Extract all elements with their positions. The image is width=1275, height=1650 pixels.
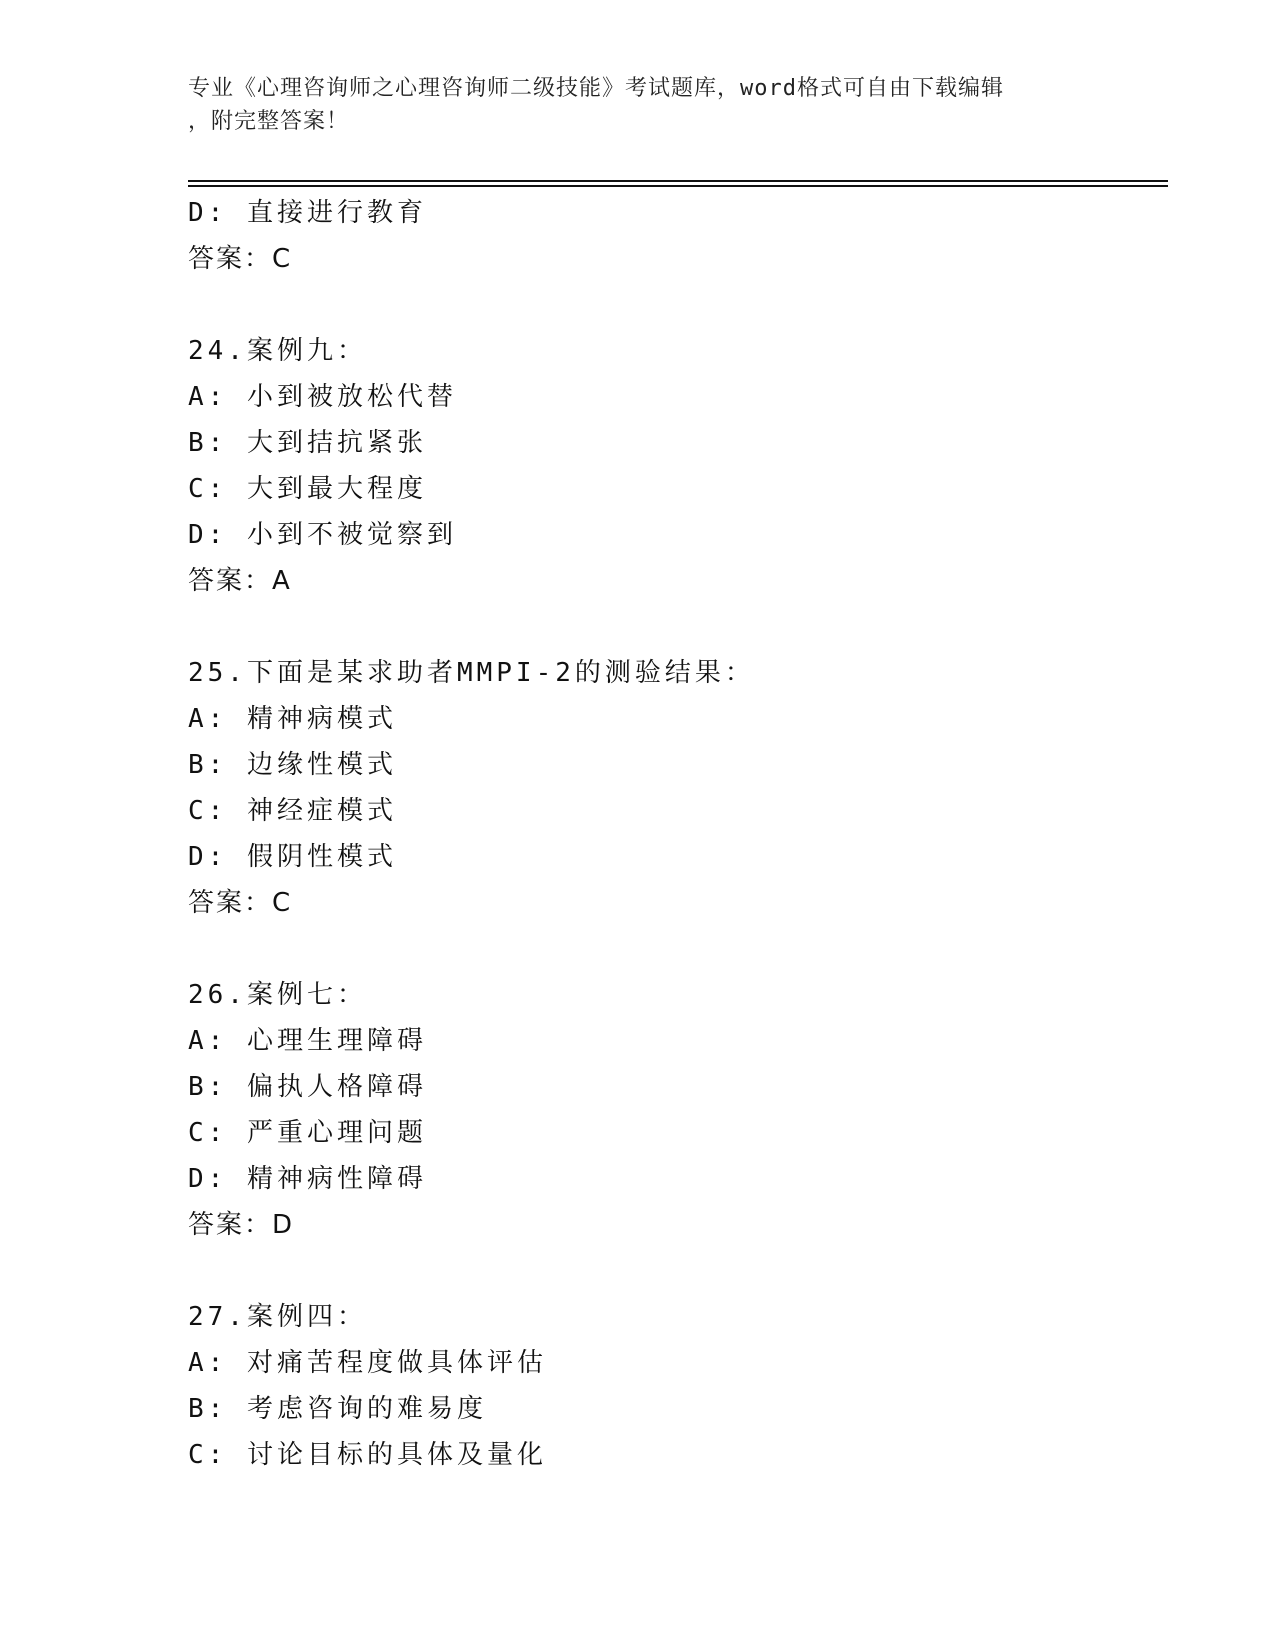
question-stem: 25.下面是某求助者MMPI-2的测验结果： (188, 658, 755, 688)
previous-question-fragment (188, 190, 1168, 282)
option-c: C: 大到最大程度 (188, 474, 427, 504)
header-line-1: 专业《心理咨询师之心理咨询师二级技能》考试题库，word格式可自由下载编辑 (188, 76, 1004, 101)
answer-line: 答案：A (188, 566, 292, 596)
option-d: D: 假阴性模式 (188, 842, 397, 872)
header-divider-top (188, 180, 1168, 182)
question-stem: 24.案例九： (188, 336, 367, 366)
option-a: A: 对痛苦程度做具体评估 (188, 1348, 547, 1378)
option-c: C: 严重心理问题 (188, 1118, 427, 1148)
option-a: A: 心理生理障碍 (188, 1026, 427, 1056)
option-c: C: 神经症模式 (188, 796, 397, 826)
question-25 (188, 650, 1168, 926)
question-24 (188, 328, 1168, 604)
option-d: D: 精神病性障碍 (188, 1164, 427, 1194)
option-b: B: 大到拮抗紧张 (188, 428, 427, 458)
option-b: B: 边缘性模式 (188, 750, 397, 780)
question-stem: 26.案例七： (188, 980, 367, 1010)
question-26 (188, 972, 1168, 1248)
document-header (188, 72, 1088, 138)
answer-line: 答案：C (188, 244, 293, 274)
option-d: D: 小到不被觉察到 (188, 520, 457, 550)
question-stem: 27.案例四： (188, 1302, 367, 1332)
header-line-2: ，附完整答案！ (188, 109, 350, 134)
answer-line: 答案：C (188, 888, 293, 918)
option-b: B: 偏执人格障碍 (188, 1072, 427, 1102)
option-a: A: 小到被放松代替 (188, 382, 457, 412)
option-a: A: 精神病模式 (188, 704, 397, 734)
question-27 (188, 1294, 1168, 1478)
answer-line: 答案：D (188, 1210, 295, 1240)
question-list (188, 190, 1168, 1478)
option-b: B: 考虑咨询的难易度 (188, 1394, 487, 1424)
option-c: C: 讨论目标的具体及量化 (188, 1440, 547, 1470)
header-divider-bottom (188, 185, 1168, 187)
option-d: D: 直接进行教育 (188, 198, 427, 228)
